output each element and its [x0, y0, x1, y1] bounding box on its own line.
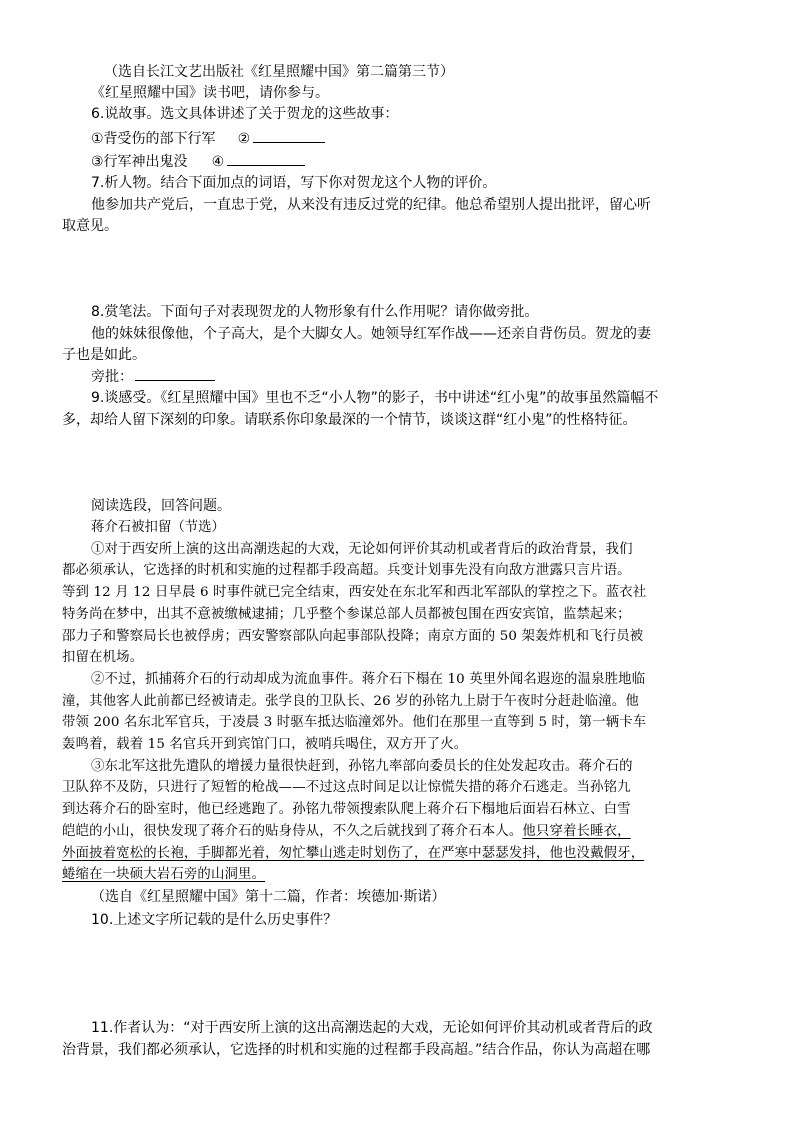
question-8: 8.赏笔法。下面句子对表现贺龙的人物形象有什么作用呢？请你做旁批。	[91, 304, 539, 320]
q6-item-4: ④	[211, 154, 225, 170]
question-6-row-1	[91, 128, 325, 149]
passage-p1-line: ①对于西安所上演的这出高潮迭起的大戏，无论如何评价其动机或者背后的政治背景，我们	[91, 542, 633, 557]
source-citation-1: （选自长江文艺出版社《红星照耀中国》第二篇第三节）	[104, 64, 454, 80]
q8-margin-note-label	[91, 366, 215, 387]
underlined-sentence-line-3: 蜷缩在一块硕大岩石旁的山洞里。	[62, 867, 266, 882]
question-9-line-1: 9.谈感受。《红星照耀中国》里也不乏“小人物”的影子，书中讲述“红小鬼”的故事虽然篇幅不	[91, 390, 659, 406]
source-citation-2: （选自《红星照耀中国》第十二篇，作者：埃德加·斯诺）	[91, 889, 446, 905]
passage-p2-line: 轰鸣着，载着 15 名官兵开到宾馆门口，被哨兵喝住，双方开了火。	[62, 737, 468, 752]
q6-item-1: ①背受伤的部下行军	[91, 131, 216, 147]
question-9-line-2: 多，却给人留下深刻的印象。请联系你印象最深的一个情节，谈谈这群“红小鬼”的性格特征。	[62, 412, 637, 428]
passage-p3-line: ③东北军这批先遣队的增援力量很快赶到，孙铭九率部向委员长的住处发起攻击。蒋介石的	[91, 759, 633, 774]
passage-p1-line: 等到 12 月 12 日早晨 6 时事件就已完全结束，西安处在东北军和西北军部队的掌控之下。蓝衣社	[62, 585, 647, 600]
question-6: 6.说故事。选文具体讲述了关于贺龙的这些故事：	[91, 106, 399, 122]
passage-p1-line: 扣留在机场。	[62, 650, 144, 665]
reading-instruction: 阅读选段，回答问题。	[91, 498, 231, 514]
underlined-sentence-start: 他只穿着长睡衣，	[522, 824, 631, 839]
underlined-sentence-line-2: 外面披着宽松的长袍，手脚都光着，匆忙攀山逃走时划伤了，在严寒中瑟瑟发抖，他也没戴假牙，	[62, 846, 645, 861]
q8-quote-line-1: 他的妹妹很像他，个子高大，是个大脚女人。她领导红军作战——还亲自背伤员。贺龙的妻	[91, 326, 651, 342]
question-10: 10.上述文字所记载的是什么历史事件？	[91, 912, 338, 928]
reading-intro: 《红星照耀中国》读书吧，请你参与。	[91, 85, 329, 101]
passage-p3-line: 到达蒋介石的卧室时，他已经逃跑了。孙铭九带领搜索队爬上蒋介石下榻地后面岩石林立、白雪	[62, 802, 631, 817]
answer-blank-2[interactable]	[253, 128, 325, 143]
passage-p3-line: 卫队猝不及防，只进行了短暂的枪战——不过这点时间足以让惊慌失措的蒋介石逃走。当孙铭九	[62, 780, 631, 795]
q8-quote-line-2: 子也是如此。	[62, 347, 146, 363]
margin-note-blank[interactable]	[135, 366, 215, 381]
question-6-row-2	[91, 151, 305, 172]
question-7: 7.析人物。结合下面加点的词语，写下你对贺龙这个人物的评价。	[91, 175, 497, 191]
passage-p3-line	[62, 822, 631, 842]
q6-item-2: ②	[237, 131, 251, 147]
margin-note-label: 旁批：	[91, 369, 133, 385]
passage-p3-text: 皑皑的小山，很快发现了蒋介石的贴身侍从，不久之后就找到了蒋介石本人。	[62, 824, 523, 839]
passage-p2-line: 带领 200 名东北军官兵，于凌晨 3 时驱车抵达临潼郊外。他们在那里一直等到 5 时，第一辆卡车	[62, 715, 647, 730]
q7-quote-line-2: 取意见。	[62, 218, 118, 234]
question-11-line-2: 治背景，我们都必须承认，它选择的时机和实施的过程都手段高超。”结合作品，你认为高超在哪	[62, 1042, 651, 1058]
passage-p2-line: ②不过，抓捕蒋介石的行动却成为流血事件。蒋介石下榻在 10 英里外闻名遐迩的温泉胜地临	[91, 672, 646, 687]
passage-p1-line: 特务尚在梦中，出其不意被缴械逮捕；几乎整个参谋总部人员都被包围在西安宾馆，监禁起来；	[62, 607, 631, 622]
q7-quote-line-1: 他参加共产党后，一直忠于党，从来没有违反过党的纪律。他总希望别人提出批评，留心听	[91, 197, 651, 213]
answer-blank-4[interactable]	[227, 151, 305, 166]
passage-title: 蒋介石被扣留（节选）	[91, 520, 225, 535]
question-11-line-1: 11.作者认为：“对于西安所上演的这出高潮迭起的大戏，无论如何评价其动机或者背后的政	[91, 1020, 653, 1036]
passage-p1-line: 都必须承认，它选择的时机和实施的过程都手段高超。兵变计划事先没有向敌方泄露只言片语。	[62, 563, 631, 578]
q6-item-3: ③行军神出鬼没	[91, 154, 188, 170]
passage-p2-line: 潼，其他客人此前都已经被请走。张学良的卫队长、26 岁的孙铭九上尉于午夜时分赶赴临潼。他	[62, 694, 639, 709]
passage-p1-line: 邵力子和警察局长也被俘虏；西安警察部队向起事部队投降；南京方面的 50 架轰炸机和飞行员被	[62, 629, 644, 644]
